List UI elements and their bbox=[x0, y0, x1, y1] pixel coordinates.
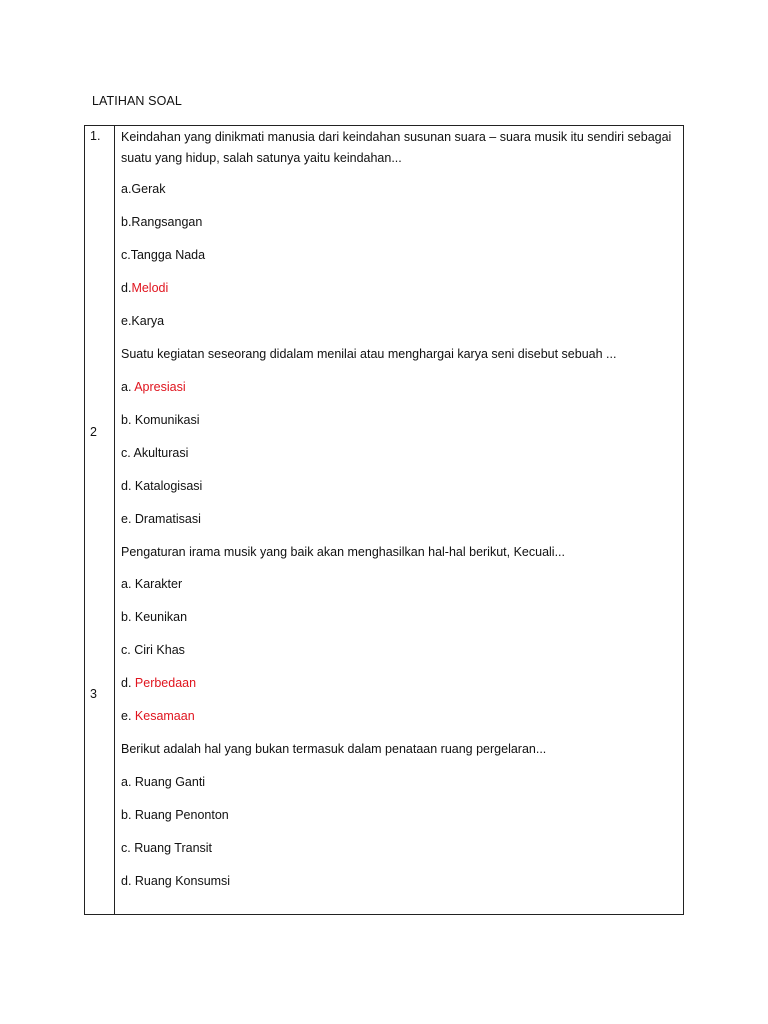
q4-option-c: c. Ruang Transit bbox=[121, 841, 213, 855]
q2-option-a bbox=[121, 379, 186, 395]
q1-option-c: c.Tangga Nada bbox=[121, 248, 206, 262]
q2-correct-answer: Apresiasi bbox=[134, 380, 186, 394]
q1-option-b: b.Rangsangan bbox=[121, 215, 203, 229]
q3-option-d bbox=[121, 675, 196, 691]
q3-option-b: b. Keunikan bbox=[121, 610, 188, 624]
q4-question: Berikut adalah hal yang bukan termasuk dalam penataan ruang pergelaran... bbox=[121, 742, 547, 756]
number-column bbox=[85, 126, 115, 914]
q1-question-line-2: suatu yang hidup, salah satunya yaitu keindahan... bbox=[121, 151, 402, 165]
q3-answer-e: Kesamaan bbox=[134, 709, 195, 723]
question-number-1: 1. bbox=[90, 129, 101, 143]
q4-option-d: d. Ruang Konsumsi bbox=[121, 874, 231, 888]
q1-correct-answer: Melodi bbox=[131, 281, 169, 295]
q2-option-b: b. Komunikasi bbox=[121, 413, 200, 427]
q2-option-c: c. Akulturasi bbox=[121, 446, 189, 460]
question-number-2: 2 bbox=[90, 425, 97, 439]
q2-option-e: e. Dramatisasi bbox=[121, 512, 201, 526]
q2-question: Suatu kegiatan seseorang didalam menilai atau menghargai karya seni disebut sebuah ... bbox=[121, 347, 617, 361]
q1-option-a: a.Gerak bbox=[121, 182, 166, 196]
q2-option-d: d. Katalogisasi bbox=[121, 479, 203, 493]
q3-option-e bbox=[121, 708, 195, 724]
q3-option-e-prefix: e. bbox=[121, 709, 135, 723]
q3-answer-d: Perbedaan bbox=[134, 676, 197, 690]
question-table bbox=[84, 125, 684, 915]
question-number-3: 3 bbox=[90, 687, 97, 701]
q1-option-e: e.Karya bbox=[121, 314, 165, 328]
content-column bbox=[115, 126, 683, 914]
q3-question: Pengaturan irama musik yang baik akan menghasilkan hal-hal berikut, Kecuali... bbox=[121, 545, 565, 559]
q1-question-line-1: Keindahan yang dinikmati manusia dari keindahan susunan suara – suara musik itu sendiri sebagai bbox=[121, 130, 672, 144]
q3-option-a: a. Karakter bbox=[121, 577, 183, 591]
q2-option-a-prefix: a. bbox=[121, 380, 135, 394]
q1-option-d bbox=[121, 280, 168, 296]
q1-option-d-prefix: d. bbox=[121, 281, 132, 295]
page-title: LATIHAN SOAL bbox=[92, 94, 182, 108]
q3-option-d-prefix: d. bbox=[121, 676, 135, 690]
q3-option-c: c. Ciri Khas bbox=[121, 643, 185, 657]
q4-option-b: b. Ruang Penonton bbox=[121, 808, 229, 822]
q4-option-a: a. Ruang Ganti bbox=[121, 775, 206, 789]
